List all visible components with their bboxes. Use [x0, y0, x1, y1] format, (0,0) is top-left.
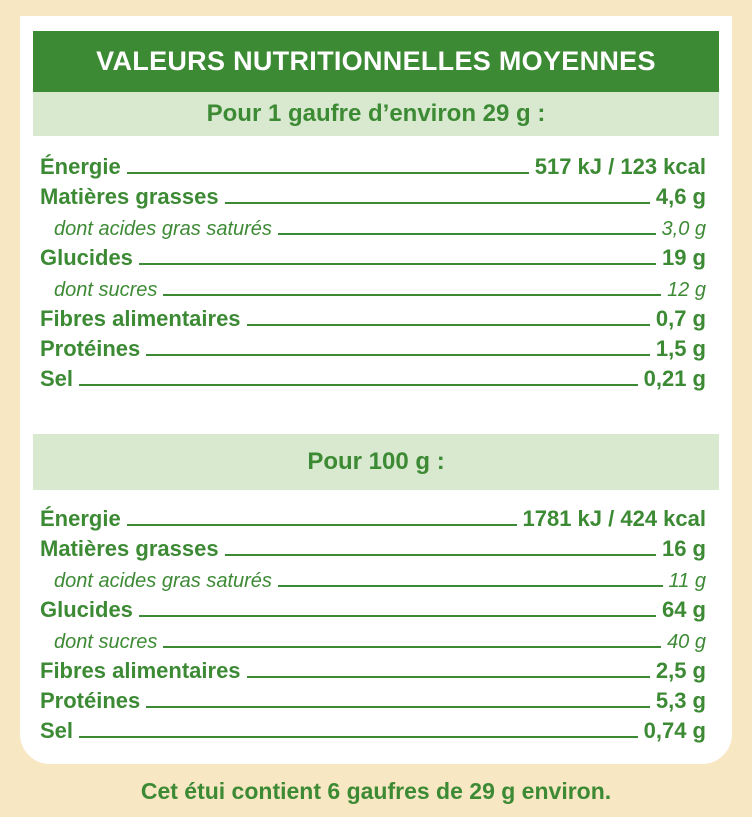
- leader-line: [127, 524, 517, 526]
- leader-line: [79, 384, 638, 386]
- nutrient-row: [40, 241, 706, 271]
- per-100g-heading: Pour 100 g :: [33, 434, 719, 490]
- nutrient-value: 12 g: [667, 279, 706, 301]
- nutrient-row: [40, 302, 706, 332]
- leader-line: [247, 676, 650, 678]
- nutrient-label: Fibres alimentaires: [40, 658, 241, 683]
- nutrient-label: Protéines: [40, 688, 141, 713]
- nutrient-value: 2,5 g: [655, 658, 706, 683]
- per-waffle-rows: [40, 150, 706, 392]
- leader-line: [127, 172, 529, 174]
- nutrient-value: 3,0 g: [661, 218, 706, 240]
- nutrient-row: [40, 654, 706, 684]
- package-note: Cet étui contient 6 gaufres de 29 g environ.: [140, 778, 612, 804]
- nutrient-value: 1,5 g: [655, 336, 706, 361]
- nutrient-label: Matières grasses: [40, 536, 219, 561]
- nutrient-row: [40, 532, 706, 562]
- nutrient-value: 40 g: [667, 631, 706, 653]
- nutrient-label: Matières grasses: [40, 184, 219, 209]
- leader-line: [139, 263, 656, 265]
- nutrient-row: [40, 180, 706, 210]
- nutrient-value: 0,7 g: [655, 306, 706, 331]
- nutrient-value: 5,3 g: [655, 688, 706, 713]
- nutrient-value: 0,74 g: [643, 718, 706, 743]
- nutrient-label: dont acides gras saturés: [54, 570, 272, 592]
- nutrient-label: Fibres alimentaires: [40, 306, 241, 331]
- nutrient-row: [40, 362, 706, 392]
- leader-line: [163, 294, 661, 296]
- leader-line: [146, 706, 650, 708]
- nutrient-label: Protéines: [40, 336, 141, 361]
- nutrition-panel: [20, 16, 732, 764]
- nutrient-label: Énergie: [40, 154, 121, 179]
- nutrient-row: [40, 271, 706, 302]
- nutrient-value: 64 g: [661, 597, 706, 622]
- nutrient-value: 517 kJ / 123 kcal: [534, 154, 706, 179]
- nutrient-label: dont sucres: [54, 631, 158, 653]
- nutrient-label: Sel: [40, 718, 74, 743]
- nutrient-row: [40, 502, 706, 532]
- leader-line: [139, 615, 656, 617]
- nutrient-row: [40, 332, 706, 362]
- nutrient-row: [40, 150, 706, 180]
- nutrient-label: dont acides gras saturés: [54, 218, 272, 240]
- nutrient-row: [40, 623, 706, 654]
- leader-line: [278, 233, 656, 235]
- nutrient-row: [40, 684, 706, 714]
- nutrient-label: Glucides: [40, 597, 133, 622]
- leader-line: [225, 202, 650, 204]
- leader-line: [163, 646, 661, 648]
- nutrient-value: 11 g: [668, 570, 706, 592]
- nutrient-row: [40, 562, 706, 593]
- nutrient-row: [40, 210, 706, 241]
- nutrient-value: 0,21 g: [643, 366, 706, 391]
- leader-line: [225, 554, 656, 556]
- leader-line: [247, 324, 650, 326]
- leader-line: [146, 354, 650, 356]
- nutrient-label: Sel: [40, 366, 74, 391]
- per-100g-rows: [40, 502, 706, 744]
- nutrient-value: 16 g: [661, 536, 706, 561]
- per-waffle-heading: Pour 1 gaufre d’environ 29 g :: [33, 92, 719, 136]
- table-title: VALEURS NUTRITIONNELLES MOYENNES: [33, 31, 719, 92]
- leader-line: [79, 736, 638, 738]
- nutrient-value: 1781 kJ / 424 kcal: [522, 506, 706, 531]
- nutrient-label: dont sucres: [54, 279, 158, 301]
- nutrient-value: 4,6 g: [655, 184, 706, 209]
- nutrient-value: 19 g: [661, 245, 706, 270]
- nutrient-label: Glucides: [40, 245, 133, 270]
- nutrient-label: Énergie: [40, 506, 121, 531]
- leader-line: [278, 585, 663, 587]
- nutrient-row: [40, 593, 706, 623]
- nutrient-row: [40, 714, 706, 744]
